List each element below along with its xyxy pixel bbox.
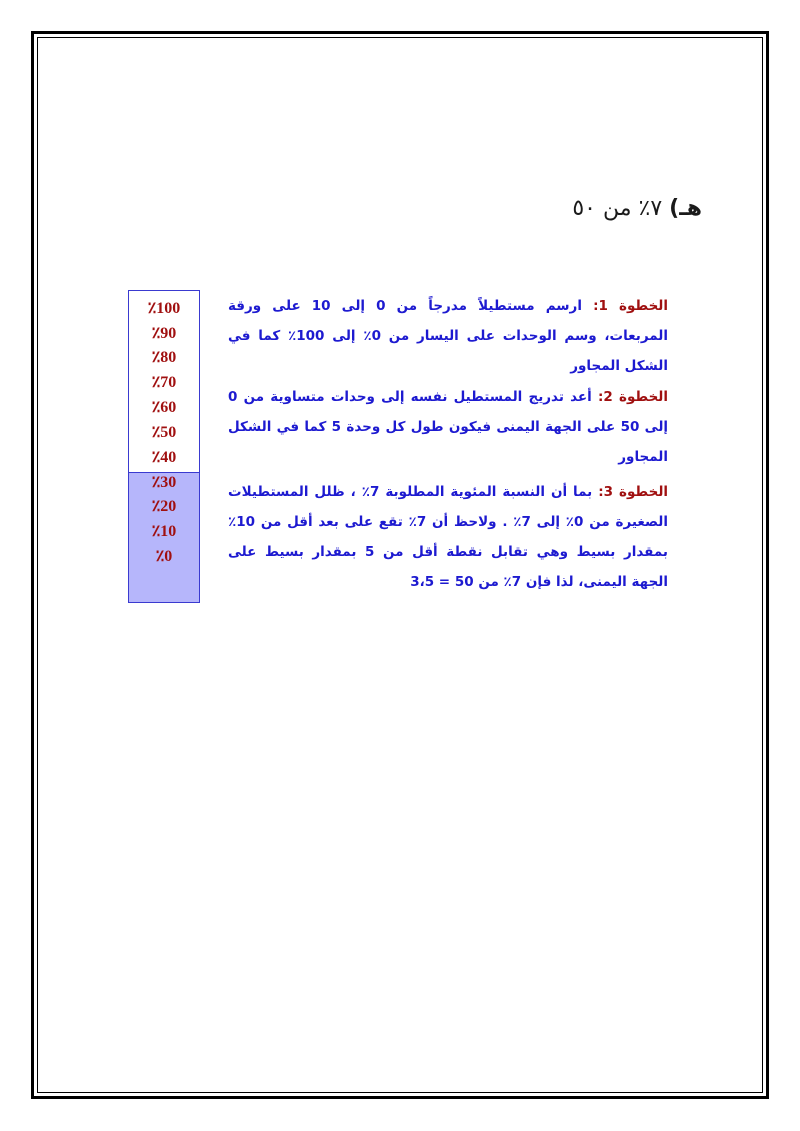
bar-label-20: ٪20	[151, 498, 177, 515]
bar-label-40: ٪40	[151, 449, 177, 466]
bar-label-10: ٪10	[151, 523, 177, 540]
step-3-title: الخطوة 3:	[598, 484, 669, 500]
bar-label-90: ٪90	[151, 325, 177, 342]
step-3	[228, 477, 668, 597]
step-1-title: الخطوة 1:	[593, 298, 668, 314]
bar-label-30: ٪30	[151, 474, 177, 491]
step-2-title: الخطوة 2:	[597, 389, 669, 405]
bar-label-50: ٪50	[151, 424, 177, 441]
step-1	[228, 291, 668, 381]
problem-text: ٧٪ من ٥٠	[572, 196, 663, 221]
step-1-text: ارسم مستطيلاً مدرجاً من 0 إلى 10 على ورقة المربعات، وسم الوحدات على اليسار من 0٪ إلى 100٪ كما في الشكل المجاور	[228, 298, 669, 374]
bar-label-100: ٪100	[147, 300, 181, 317]
bar-label-70: ٪70	[151, 374, 177, 391]
percent-bar	[128, 290, 200, 603]
step-3-text: بما أن النسبة المئوية المطلوبة 7٪ ، ظلل المستطيلات الصغيرة من 0٪ إلى 7٪ . ولاحظ أن 7٪ تقع على بعد أقل من 10٪ بمقدار بسيط وهي تقابل نقطة أقل من 5 بمقدار بسيط على الجهة اليمنى، لذا فإن 7٪ من 50 = 3،5	[228, 484, 669, 590]
bar-label-0: ٪0	[155, 548, 173, 565]
step-2-text: أعد تدريج المستطيل نفسه إلى وحدات متساوية من 0 إلى 50 على الجهة اليمنى فيكون طول كل وحدة 5 كما في الشكل المجاور	[228, 389, 669, 465]
bar-label-80: ٪80	[151, 349, 177, 366]
step-2	[228, 382, 668, 472]
problem-heading	[572, 196, 702, 221]
bar-label-60: ٪60	[151, 399, 177, 416]
problem-label: هـ)	[669, 196, 702, 221]
